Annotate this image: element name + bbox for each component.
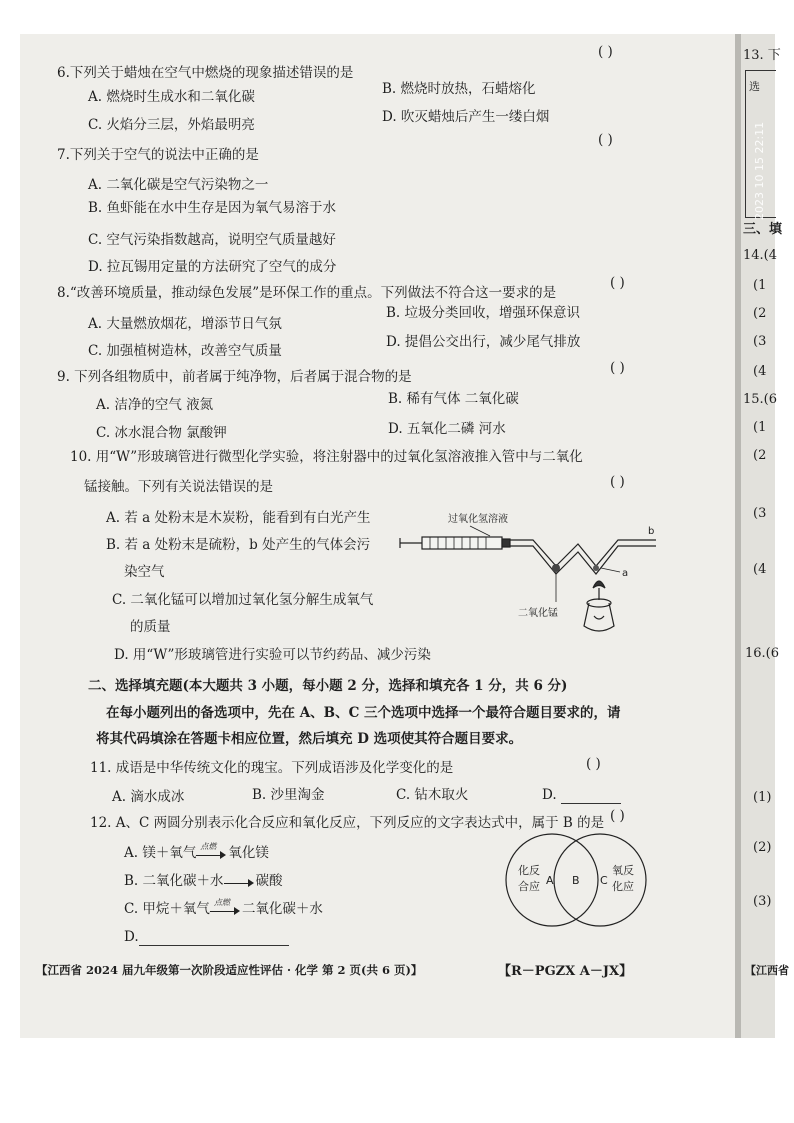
q9-option-b: B. 稀有气体 二氧化碳 — [388, 391, 519, 407]
fig-label-solution: 过氧化氢溶液 — [448, 514, 508, 525]
q10-paren: ( ) — [610, 474, 625, 490]
q9-paren: ( ) — [610, 360, 625, 376]
q12-a-condition: 点燃 — [200, 841, 217, 851]
q12-option-a — [124, 841, 269, 862]
q11-option-a: A. 滴水成冰 — [112, 789, 185, 805]
q11-stem: 11. 成语是中华传统文化的瑰宝。下列成语涉及化学变化的是 — [90, 760, 454, 776]
section2-title: 二、选择填充题(本大题共 3 小题，每小题 2 分，选择和填充各 1 分，共 6 分) — [88, 678, 568, 694]
fig-label-a: a — [622, 568, 629, 579]
q11-option-d-label: D. — [542, 787, 557, 803]
q8-paren: ( ) — [610, 275, 625, 291]
q10-option-b-line1: B. 若 a 处粉末是硫粉，b 处产生的气体会污 — [106, 537, 371, 553]
next-page-item: (1 — [753, 420, 767, 435]
q11-option-c: C. 钻木取火 — [396, 787, 469, 803]
section2-instruction-line2: 将其代码填涂在答题卡相应位置，然后填充 D 选项使其符合题目要求。 — [96, 731, 523, 747]
next-page-item: (3 — [753, 334, 767, 349]
q9-option-d: D. 五氧化二磷 河水 — [388, 421, 506, 437]
next-page-item: (1) — [753, 790, 772, 805]
q12-option-d — [124, 928, 289, 946]
q8-option-b: B. 垃圾分类回收，增强环保意识 — [386, 305, 581, 321]
q12-a-reactants: A. 镁＋氧气 — [124, 845, 197, 861]
next-page-item: (4 — [753, 364, 767, 379]
w-tube-apparatus-figure — [398, 504, 658, 664]
q12-a-product: 氧化镁 — [228, 845, 269, 861]
next-page-item: (2) — [753, 840, 772, 855]
q9-option-a: A. 洁净的空气 液氮 — [96, 397, 214, 413]
q6-paren: ( ) — [598, 44, 613, 60]
venn-letter-c: C — [600, 874, 608, 887]
q11-option-d — [542, 786, 621, 804]
next-page-item: 选 — [749, 80, 760, 93]
q12-option-d-label: D. — [124, 929, 139, 945]
page-footer-info: 【江西省 2024 届九年级第一次阶段适应性评估 · 化学 第 2 页(共 6 页)】 — [36, 963, 423, 977]
next-page-item: (2 — [753, 306, 767, 321]
q12-paren: ( ) — [610, 808, 625, 824]
q8-option-a: A. 大量燃放烟花，增添节日气氛 — [88, 316, 282, 332]
q12-b-reactants: B. 二氧化碳＋水 — [124, 873, 224, 889]
photo-frame — [20, 34, 789, 1038]
venn-label-a-top: 化反 — [518, 864, 540, 877]
q10-stem-line1: 10. 用“W”形玻璃管进行微型化学实验，将注射器中的过氧化氢溶液推入管中与二氧化 — [70, 449, 583, 465]
page-footer-code: 【R－PGZX A－JX】 — [498, 964, 633, 979]
q12-c-reactants: C. 甲烷＋氧气 — [124, 901, 210, 917]
q6-option-c: C. 火焰分三层，外焰最明亮 — [88, 117, 255, 133]
fig-label-b: b — [648, 526, 655, 537]
next-page-item: (3) — [753, 894, 772, 909]
q8-option-d: D. 提倡公交出行，减少尾气排放 — [386, 334, 581, 350]
q6-option-a: A. 燃烧时生成水和二氧化碳 — [88, 89, 255, 105]
q10-stem-line2: 锰接触。下列有关说法错误的是 — [84, 479, 273, 495]
next-page-item: 15.(6 — [743, 392, 778, 407]
venn-diagram — [496, 824, 656, 944]
q12-c-condition: 点燃 — [213, 897, 230, 907]
q12-c-product: 二氧化碳＋水 — [241, 901, 323, 917]
reaction-arrow-icon — [210, 897, 242, 917]
q6-option-b: B. 燃烧时放热，石蜡熔化 — [382, 81, 536, 97]
next-page-item: (4 — [753, 562, 767, 577]
venn-label-a-bottom: 合应 — [518, 880, 540, 893]
venn-label-c-bottom: 化应 — [612, 880, 634, 893]
q10-option-c-line1: C. 二氧化锰可以增加过氧化氢分解生成氧气 — [112, 592, 374, 608]
venn-letter-b: B — [572, 874, 580, 887]
q7-stem: 7.下列关于空气的说法中正确的是 — [57, 147, 259, 163]
q12-b-product: 碳酸 — [255, 873, 283, 889]
timestamp-watermark: 2023 10 15 22:11 — [753, 121, 766, 220]
exam-page — [20, 34, 735, 1038]
q10-option-c-line2: 的质量 — [130, 619, 171, 635]
q6-stem: 6.下列关于蜡烛在空气中燃烧的现象描述错误的是 — [57, 65, 354, 81]
venn-label-c-top: 氧反 — [612, 864, 634, 877]
reaction-arrow-icon — [224, 875, 256, 889]
q7-option-c: C. 空气污染指数越高，说明空气质量越好 — [88, 232, 336, 248]
next-page-item: 14.(4 — [743, 248, 778, 263]
section2-instruction-line1: 在每小题列出的备选项中，先在 A、B、C 三个选项中选择一个最符合题目要求的，请 — [106, 705, 621, 721]
q12-option-b — [124, 872, 283, 890]
q7-option-a: A. 二氧化碳是空气污染物之一 — [88, 177, 269, 193]
next-page-item: (1 — [753, 278, 767, 293]
next-page-item: 三、填 — [743, 222, 783, 237]
q12-answer-blank[interactable] — [139, 933, 289, 946]
q11-option-b: B. 沙里淘金 — [252, 787, 325, 803]
q9-stem: 9. 下列各组物质中，前者属于纯净物，后者属于混合物的是 — [57, 369, 412, 385]
next-page-item: 【江西省 — [745, 964, 789, 977]
q7-option-b: B. 鱼虾能在水中生存是因为氧气易溶于水 — [88, 200, 337, 216]
q12-stem: 12. A、C 两圆分别表示化合反应和氧化反应，下列反应的文字表达式中，属于 B 的是 — [90, 815, 605, 831]
q7-paren: ( ) — [598, 132, 613, 148]
q10-option-d: D. 用“W”形玻璃管进行实验可以节约药品、减少污染 — [114, 647, 431, 663]
next-page-item: 16.(6 — [745, 646, 780, 661]
q9-option-c: C. 冰水混合物 氯酸钾 — [96, 425, 227, 441]
fig-label-catalyst: 二氧化锰 — [518, 608, 558, 619]
q10-option-b-line2: 染空气 — [124, 564, 165, 580]
q11-answer-blank[interactable] — [561, 791, 621, 804]
q8-option-c: C. 加强植树造林，改善空气质量 — [88, 343, 282, 359]
q6-option-d: D. 吹灭蜡烛后产生一缕白烟 — [382, 109, 550, 125]
q8-stem: 8.“改善环境质量，推动绿色发展”是环保工作的重点。下列做法不符合这一要求的是 — [57, 285, 557, 301]
reaction-arrow-icon — [196, 841, 228, 861]
next-page-item: (3 — [753, 506, 767, 521]
venn-letter-a: A — [546, 874, 554, 887]
q10-option-a: A. 若 a 处粉末是木炭粉，能看到有白光产生 — [106, 510, 371, 526]
q11-paren: ( ) — [586, 756, 601, 772]
next-page-item: (2 — [753, 448, 767, 463]
q12-option-c — [124, 897, 323, 918]
next-page-item: 13. 下 — [743, 48, 781, 63]
q7-option-d: D. 拉瓦锡用定量的方法研究了空气的成分 — [88, 259, 337, 275]
